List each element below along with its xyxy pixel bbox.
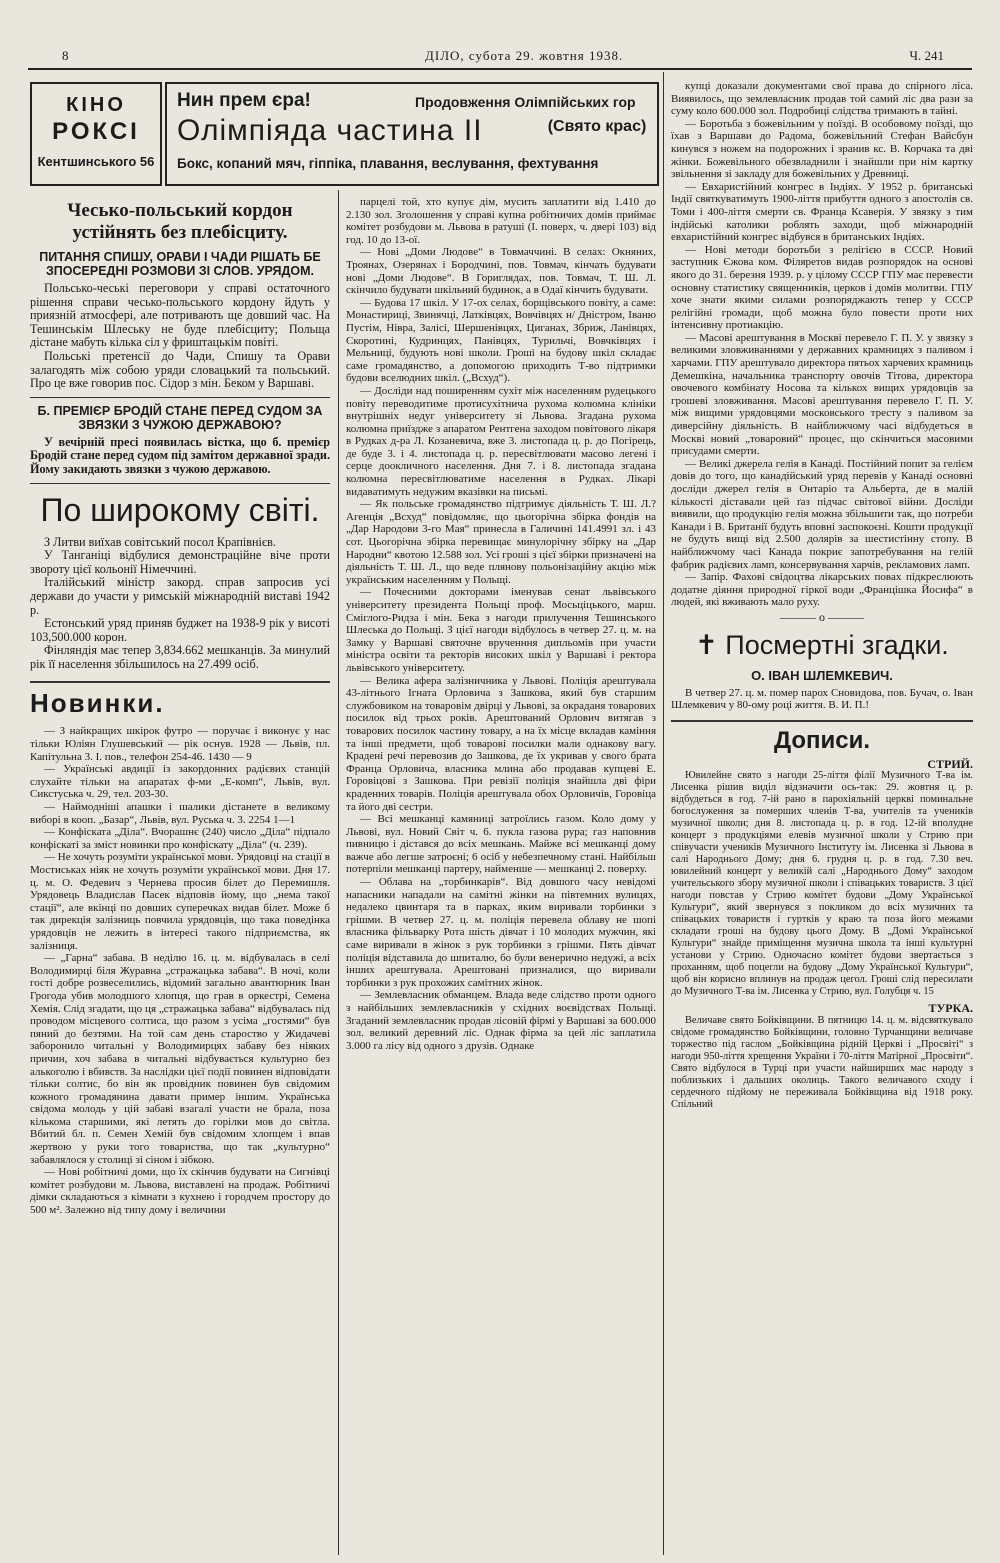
news-item: — Нові методи боротьби з релігією в СССР. Новий заступник Єжова ком. Філяретов видав розпорядок на основі якого до 31. березня 1939. р. у цілому СССР ГПУ має перевести основну статистику священників, церков і домів молитви. ГПУ хоче знати якими силами розпоряджають тепер у СССР релігійні громади, щоб можна було повести проти них інтенсивну протиакцію. bbox=[671, 243, 973, 332]
divider bbox=[30, 483, 330, 484]
divider bbox=[30, 681, 330, 683]
continuation-label: Продовження Олімпійських гор bbox=[415, 94, 636, 110]
news-item: — Евхаристійний конгрес в Індіях. У 1952 р. британські Індії святкуватимуть 1900-ліття прибуття одного з апостолів св. Томи і 400-ліття смерти св. Франца Ксаверія. У звязку з тим індійські католики роблять заходи, щоб міжнародній евхаристійний конгрес відбувся в британських Індіях. bbox=[671, 180, 973, 244]
masthead: ДІЛО, субота 29. жовтня 1938. bbox=[425, 48, 624, 63]
subheadline-spish: ПИТАННЯ СПИШУ, ОРАВИ І ЧАДИ РІШАТЬ БЕ ЗПОСЕРЕДНІ РОЗМОВИ ЗІ СЛОВ. УРЯДОМ. bbox=[39, 250, 321, 278]
news-item: купці доказали документами свої права до спірного ліса. Виявилось, що землевласник продав той самий ліс два рази за суму коло 600.000 зол. Подробиці слідства тримають в тайні. bbox=[671, 80, 973, 118]
header-rule bbox=[28, 68, 972, 70]
page-header bbox=[40, 46, 970, 68]
letter-text: Величаве свято Бойківщини. В пятницю 14. ц. м. відсвяткувало свідоме громадянство Бойківщини, головно Турчанщини величаве торжество під гаслом „Бойківщина рідній Церкві і „Просвіті“ з нагоди 950-ліття хрещення України і 70-ліття Матірної „Просвіти“. Свято відбулося в Турці при участи найширших мас народу з поблизьких і дальших околиць. Такого величавого сходу і сердечного підйому не переживала Бойківщина від 1918 року. Спільний bbox=[671, 1014, 973, 1110]
column-1 bbox=[30, 196, 330, 1558]
obituary-name: О. ІВАН ШЛЕМКЕВИЧ. bbox=[751, 667, 893, 683]
divider bbox=[671, 720, 973, 722]
column-rule-2 bbox=[663, 72, 664, 1555]
news-item: — Українські авдиції із закордонних радієвих станцій слухайте тільки на апаратах ф-ми „Е-комп“, Львів, вул. Сикстуська ч. 29, тел. 203-30. bbox=[30, 763, 330, 801]
issue-number: Ч. 241 bbox=[909, 48, 944, 63]
news-item: — Боротьба з божевільним у поїзді. В особовому поїзді, що їхав з Варшави до Радома, божевільний Стефан Вайсбун кинувся з ножем на подорожних і зранив кс. В. Корчака та дві жінки. Божевільного обезвладнили і знайшли при нім картку звільнення зі закладу для божевільних у Древниці. bbox=[671, 117, 973, 181]
separator-ornament: ——— o ——— bbox=[780, 609, 864, 624]
news-item: — Велика афера залізничника у Львові. Поліція арештувала 43-літнього Ігната Орловича з Зашкова, який був старшим службовиком на товаровім двірці у Львові, за окраданя товарових посилок від трьох років. Арештований Орлович витягав з товарових посилок частину товару, а на їх місце вкладав каміння та інші предмети, щоб товарові посилки мали однакову вагу. Крадені речі перевозив до Зашкова, де їх укривав у свого брата Франца Орловича, власника млина або продавав купцеві Е. Горовіцові з Зашкова. При ревізії поліція знайшла дві фіри краденних товарів. Поліція арештувала обох Орловичів, Горовіца та його дві сестри. bbox=[346, 674, 656, 813]
news-item: — Не хочуть розуміти української мови. Урядовці на стації в Мостиськах ніяк не хочуть розуміти української мови. Дня 17. ц. м. О. Федевич з Чернева просив білет до Перемишля. Урядовець Владислав Пасек відповів йому, що „нема такої стації“, але вкінці по довших суперечках видав білет. Може б так дирекція залізниць повчила урядовців, що така поведінка урядовців не лежить в інтересі такого підприємства, як залізниця. bbox=[30, 851, 330, 952]
letter-text: Ювилейне свято з нагоди 25-ліття філії Музичного Т-ва ім. Лисенка рішив виділ відзначити ось-так: 29. жовтня ц. р. відбудеться в год. 7-ій рано в парохіяльній церкві поминальне богослуження за померших членів Т-ва, учителів та учеників музичної школи; дня 8. листопада ц. р. в год. 12-ій вполудне концерт з продукціями елевів музичної школи у Стрию при співучасти учеників Музичного Інституту ім. Лисенка зі Львова в салі Народнього Дому; дня 6. грудня ц. р. в год. 7.30 веч. ювилейний концерт у великій салі „Народнього Дому“ заходом учительського збору музичної школи і співацьких товариств. З цієї нагоди повстав у Стрию комітет будови „Дому Української Культури“, який звернувся з покликом до всіх музичних та співацьких товариств і гуртків у краю та поза його межами складати гроші на будову цього Дому. В „Домі Української Культури“ знайде приміщення музична школа та інші культурні установи у Стрию. Одночасно комітет будови звертається з проханням, щоб поцегли на будову „Дому Української Культури“, щоб він корисно вплинув на продаж цегол. Гроші слід пересилати до Музичного Т-ва ім. Лисенка у Стрию, вул. Голубця ч. 15 bbox=[671, 770, 973, 998]
news-item: — Будова 17 шкіл. У 17-ох селах, борщівського повіту, а саме: Монастириці, Звинячці, Латківцях, Вовчівцях н/ Дністром, Іваню Пустім, Нівра, Залісі, Шершенівцях, Циганах, Збриж, Ланівцях, Скоротині, Кудринцях, Панівцях, Турильчі, Вовчківцях і Мельниці, будують нові школи. Гроші на будову шкіл складає саме громадянство, а допомогою приходить Т-во підтримки будови вселюдних шкіл. („Всхуд“). bbox=[346, 296, 656, 385]
world-item: З Литви виїхав совітський посол Крапівнієв. bbox=[44, 534, 276, 549]
world-item: Естонський уряд приняв буджет на 1938-9 рік у висоті 103,500.000 корон. bbox=[30, 616, 330, 644]
article-border-p2: Польські претенсії до Чади, Спишу та Орави залагодять між собою уряди словацький та польський. Про це вже говорив пос. Сідор з мін. Беком у Варшаві. bbox=[30, 348, 330, 391]
section-world-title: По широкому світі. bbox=[40, 491, 320, 528]
news-item: — Нові „Доми Людове“ в Товмаччині. В селах: Окняних, Троянах, Озерянах і Бородчині, пов. Товмач, кінчать будувати нові „Доми Людове“. В Гориглядах, пов. Товмач, Т. Ш. Л. скінчило будувати шкільний будинок, а в Одаї кінчить будувати. bbox=[346, 246, 656, 297]
section-news-title: Новинки. bbox=[30, 688, 165, 719]
world-item: Італійський міністр закорд. справ запросив усі держави до участи у римській міжнародній виставі 1942 р. bbox=[30, 575, 330, 617]
news-item: — Всі мешканці камяниці затроїлись газом. Коло дому у Львові, вул. Новий Світ ч. 6. пукла газова рура; газ наповнив пивницю і дістався до всіх мешкань. Майже всі мешканці дому важче або легше затроєні; 6 осіб у небезпечному стані. Найбільш потерпіли мешканці партеру, найменше — мешканці 2. поверху. bbox=[346, 813, 656, 876]
section-obituary-title: ✝ Посмертні згадки. bbox=[695, 629, 949, 660]
news-item: — Облава на „торбинкарів“. Від довшого часу невідомі напасники нападали на самітні жінки на півтемних вулицях, недалеко цвинтаря та в парках, яким виривали торбинки з грішми. В четвер 27. ц. м. поліція перевела облаву не шопі власника фільварку Рота шість дівчат і 10 молодих мужчин, які саме виривали в жінок з рук торбинки з грішми. Пять дівчат поліція відставила до шпиталю, бо були венерично недужі, а всіх інших арештувала. Арештовані призналися, що виривали торбинки з рук прохожих самітних жінок. bbox=[346, 876, 656, 989]
article-border-p1: Польсько-чеські переговори у справі остаточного рішення справи чесько-польського кордону йдуть у приязній атмосфері, але потривають ще довший час. На Тешинськім Шлеську не буде плебісциту; Польща дістане мабуть кілька сіл у фриштацькім повіті. bbox=[30, 281, 330, 350]
world-item: У Танганіці відбулися демонстраційне віче проти звороту цієї кольонії Німеччині. bbox=[30, 548, 330, 576]
page-number: 8 bbox=[62, 48, 69, 63]
film-subtitle: (Свято крас) bbox=[547, 118, 647, 135]
news-item: парцелі той, хто купує дім, мусить заплатити від 1.410 до 2.130 зол. Зголошення у справі купна робітничих домів приймає комітет розбудови м. Львова в ратуші (І. поверх, ч. двері 103) від год. 10 до 13-ої. bbox=[346, 196, 656, 246]
cinema-logo-box bbox=[30, 82, 162, 186]
news-item: — Запір. Фахові свідоцтва лікарських повах підкреслюють додатне діяння природної гіркої води „Францішка Йосифа“ в людей, які вживають мало руху. bbox=[671, 571, 973, 609]
news-item: — Як польське громадянство підтримує діяльність Т. Ш. Л.? Агенція „Всхуд“ повідомляє, що цьогорічна збірка фондів на „Дар Народови 3-го Мая“ принесла в Галичині 141.4991 зл. і 43 сот. Цьогорічна збірка перевищає минулорічну збірку на „Дар Народни“ квотою 12.588 зол. Усі гроші з цієї збірки призначені на діяльність Т. Ш. Л., що веде плянову польонізаційну акцію між українським населенням у Польщі. bbox=[346, 498, 656, 586]
news-item: — „Гарна“ забава. В неділю 16. ц. м. відбувалась в селі Володимирці біля Журавна „стражацька забава“. В ночі, коли гості добре розвеселились, відомий загально авантюрник Іван Грогода убив молодшого хлопця, що грав в оркестрі, Семена Хемія. Слід згадати, що ця „стражацька забава“ відбувалась під проводом місцевого солтиса, що разом з усіма „гостями“ був пяний до безтями. На той сам день староство у Жидачеві заборонило читальні у Володимирцях забаву без ніяких причин, хоч забава в читальні відбувається культурно без алькоголю і вбивств. За наслідки цієї події повинен відповідати тільки солтис, бо він як провідник повинен був свідомим кожного громадянина давати пример іншим. Українська свідома молодь у цій забаві взагалі участи не брала, поза кількома старшими, які летять до горілки мов до світла. Вбитий бл. п. Семен Хемій був свідомим хлопцем і впав жертвою у руки того товариства, що так „культурно“ забавлялося у столиці зі сіном і зібкою. bbox=[30, 952, 330, 1166]
news-item: — Великі джерела гелія в Канаді. Постійний попит за гелієм довів до того, що канадійський уряд перевів у Канаді основні досліди джерел гелія в Онтаріо та Альберта, де в малій кількості діставали цей ґаз підчас світової війни. Досліди виявили, що продукцію гелія можна збільшити так, що потреби Канади і В. Британії будуть вповні заспокоєні. Кошти продукції не будуть вищі від 2.500 долярів за шестистінну стопу. В найближчому часі Канада покриє запотребування на гелій фабрик радієвих ламп, консервування харчів, рекламових ламп. bbox=[671, 457, 973, 571]
news-item: — Конфіската „Діла“. Вчорашнє (240) число „Діла“ підпало конфіскаті за зміст новинки про конфіскату „Діла“ (ч. 239). bbox=[30, 826, 330, 851]
divider bbox=[30, 397, 330, 398]
sports-list: Бокс, копаний мяч, гіппіка, плавання, веслування, фехтування bbox=[177, 156, 599, 171]
letter-place: СТРИЙ. bbox=[927, 756, 973, 771]
news-item: — Наймодніші апашки і шалики дістанете в великому виборі в кооп. „Базар“, Львів, вул. Руська ч. 3. 2254 1—1 bbox=[30, 801, 330, 826]
obituary-text: В четвер 27. ц. м. помер парох Сновидова, пов. Бучач, о. Іван Шлемкевич у 80-ому році життя. В. И. П.! bbox=[671, 686, 973, 712]
news-item: — Досліди над поширенням сухіт між населенням рудецького повіту переводитиме протисухітнича рухома колюмна клініки внутрішніх недуг університету зі Львова. Згадана рухома колюмна приїздже з апаратом Рентгена заходом повітового лікаря в Рудках д-ра Л. Козаневича, вже 3. листопада ц. р. до Погірець, де буде 3. і 4. листопада ц. р. пересвітлювати масово легені і серце доокличного населення. Дня 7. і 8. листопада згадана колюмна пересвітлюватиме населення в Рудках. Лікарі видаватимуть недужим вказівки на письмі. bbox=[346, 384, 656, 498]
column-3 bbox=[671, 80, 973, 1558]
section-letters-title: Дописи. bbox=[773, 726, 871, 754]
news-item: — Масові арештування в Москві перевело Г. П. У. у звязку з великими зловживаннями у державних крамницях з паливом і харчами. ГПУ арештувало директора пятьох харчевих крамниць Демешкіна, начальника транспорту овочів Тітова, директора овочевого комбінату Носова та кількох вищих урядовців за грошеві зловживання. Масові арештування перевело Г. П. У. між вищими урядовцями московського тресту з паливом за диверсійну діяльність. В найближчому часі відбудеться в Москві новий „товаровий“ процес, що скінчиться масовими присудами смерти. bbox=[671, 331, 973, 458]
film-title: Олімпіяда частина II bbox=[177, 114, 483, 147]
article-brodiy: У вечірній пресі появилась вістка, що б. премієр Бродій стане перед судом під замітом державної зради. Йому закидають звязки з чужою державою. bbox=[30, 434, 330, 476]
news-item: — З найкращих шкірок футро — поручає і виконує у нас тільки Юліян Глушевський — рік оснув. 1928 — Львів, пл. Капітульна 3. І. пов., телефон 254-46. 1430 — 9 bbox=[30, 725, 330, 763]
news-item: — Нові робітничі доми, що їх скінчив будувати на Сигнівці комітет розбудови м. Львова, виставлені на продаж. Робітничі дімки складаються з кімнати з кухнею і городчем простору до 500 м². Залежно від типу дому і величини bbox=[30, 1166, 330, 1217]
film-ad-box bbox=[165, 82, 659, 186]
news-item: — Землевласник обманцем. Влада веде слідство проти одного з найбільших землевласників у східних воєвідствах Польщі. Згаданий землевласник продав лісовій фірмі у Варшаві за 600.000 зол. великий деревний ліс. Однак фірма за цей ліс заплатила 3.000 га лісу від одного з друзів. Однаке bbox=[346, 989, 656, 1052]
world-item: Фінляндія має тепер 3,834.662 мешканців. За минулий рік її населення збільшилось на 27.499 осіб. bbox=[30, 643, 330, 671]
cinema-line1: КІНО bbox=[66, 94, 126, 116]
cinema-address: Кентшинського 56 bbox=[37, 154, 155, 169]
headline-border: Чесько-польський кордон устійнять без плебісциту. bbox=[67, 200, 293, 243]
cinema-line2: РОКСІ bbox=[52, 118, 140, 145]
subheadline-brodiy: Б. ПРЕМІЄР БРОДІЙ СТАНЕ ПЕРЕД СУДОМ ЗА ЗВЯЗКИ З ЧУЖОЮ ДЕРЖАВОЮ? bbox=[37, 403, 323, 432]
column-2 bbox=[346, 196, 656, 1558]
letter-place: ТУРКА. bbox=[928, 1001, 973, 1016]
news-item: — Почесними докторами іменував сенат львівського університету президента Польщі проф. Мосьціцького, марш. Сміглого-Ридза і мін. Бека з нагоди прилучення Тешинського Шлеська до Польщі. З цієї нагоди відбулось в четвер 27. ц. м. на Замку у Варшаві святочне врученння дипльомів при участи міністра освіти та ректорів високих шкіл у Варшаві і ректора львівського університету. bbox=[346, 586, 656, 674]
premiere-label: Нин прем єра! bbox=[177, 90, 311, 111]
column-rule-1 bbox=[338, 190, 339, 1555]
